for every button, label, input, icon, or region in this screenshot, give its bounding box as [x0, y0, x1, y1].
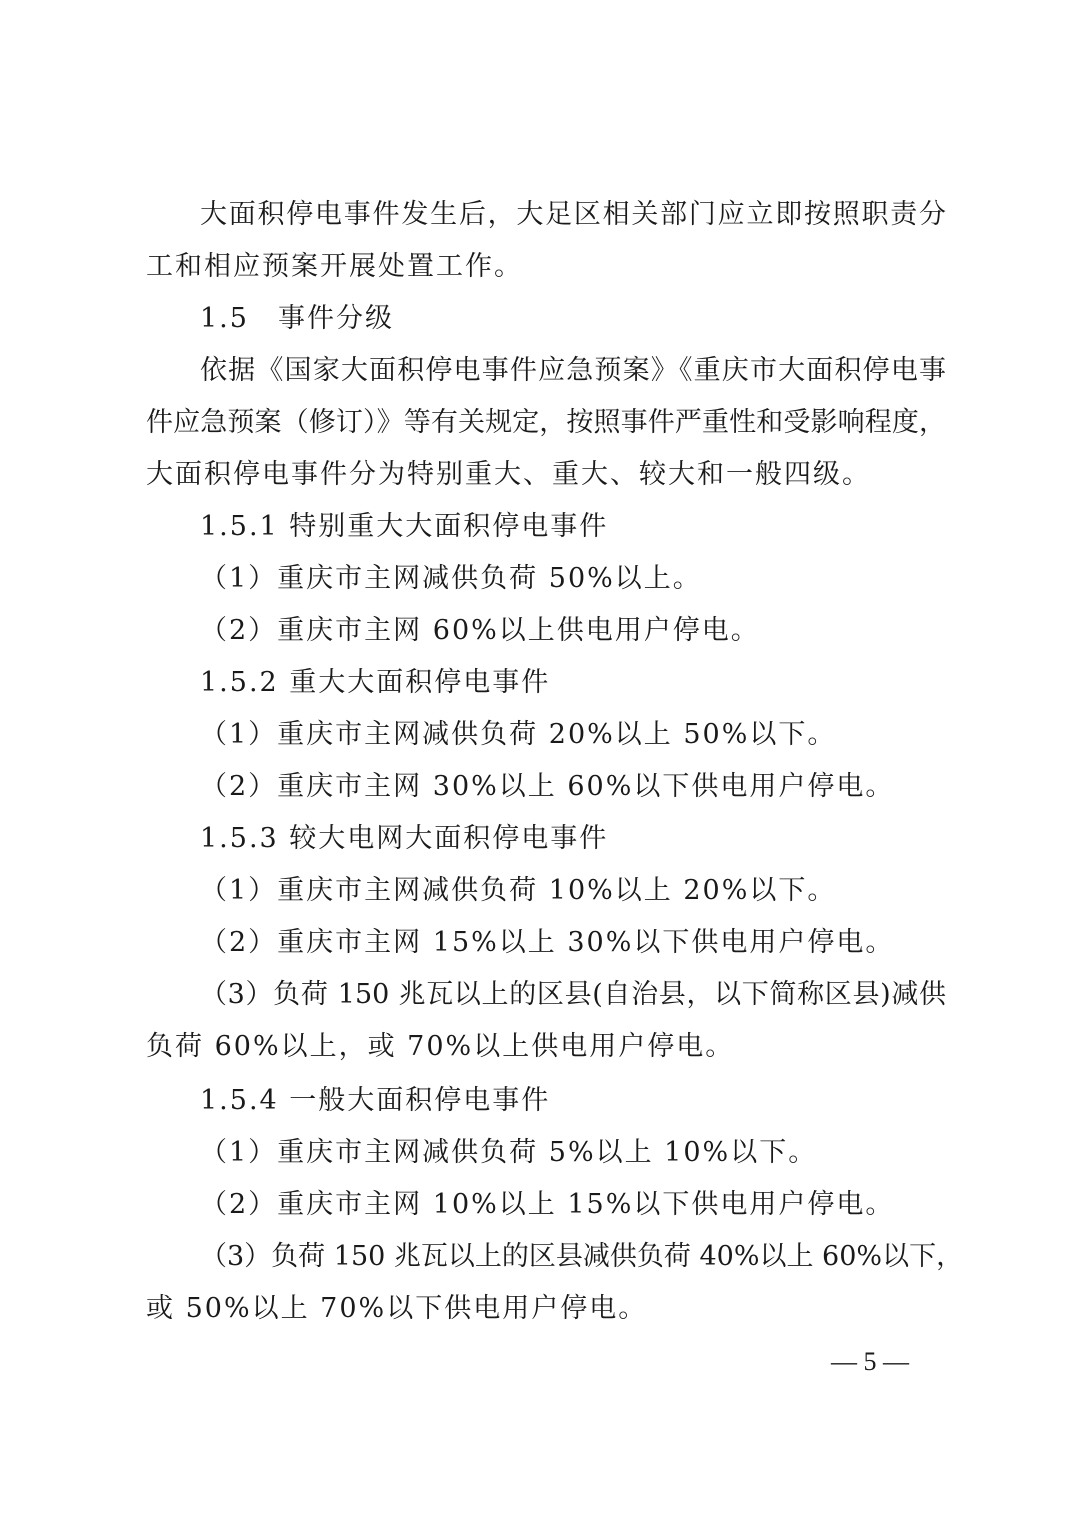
list-item: （1）重庆市主网减供负荷 5%以上 10%以下。	[200, 1137, 818, 1168]
list-item: （1）重庆市主网减供负荷 20%以上 50%以下。	[200, 719, 837, 750]
list-item: （2）重庆市主网 10%以上 15%以下供电用户停电。	[200, 1189, 895, 1220]
list-item: （2）重庆市主网 30%以上 60%以下供电用户停电。	[200, 771, 895, 802]
list-item: （2）重庆市主网 60%以上供电用户停电。	[200, 615, 760, 646]
paragraph-line: 件应急预案（修订）》等有关规定，按照事件严重性和受影响程度，	[146, 407, 946, 438]
subsection-heading: 1.5.2 重大大面积停电事件	[200, 667, 551, 698]
page-number: — 5 —	[831, 1347, 909, 1376]
subsection-heading: 1.5.4 一般大面积停电事件	[200, 1085, 551, 1116]
subsection-heading: 1.5.3 较大电网大面积停电事件	[200, 823, 609, 854]
section-heading: 1.5 事件分级	[200, 303, 394, 334]
paragraph-line: 大面积停电事件发生后，大足区相关部门应立即按照职责分	[200, 199, 946, 230]
paragraph-line: 大面积停电事件分为特别重大、重大、较大和一般四级。	[146, 459, 871, 490]
list-item: （2）重庆市主网 15%以上 30%以下供电用户停电。	[200, 927, 895, 958]
subsection-heading: 1.5.1 特别重大大面积停电事件	[200, 511, 609, 542]
list-item: （3）负荷 150 兆瓦以上的区县(自治县，以下简称区县)减供	[200, 979, 946, 1010]
list-item: （1）重庆市主网减供负荷 50%以上。	[200, 563, 702, 594]
list-item: （3）负荷 150 兆瓦以上的区县减供负荷 40%以上 60%以下，	[200, 1241, 964, 1272]
list-item-continuation: 负荷 60%以上，或 70%以上供电用户停电。	[146, 1031, 735, 1062]
list-item-continuation: 或 50%以上 70%以下供电用户停电。	[146, 1293, 648, 1324]
paragraph-line: 工和相应预案开展处置工作。	[146, 251, 523, 282]
list-item: （1）重庆市主网减供负荷 10%以上 20%以下。	[200, 875, 837, 906]
paragraph-line: 依据《国家大面积停电事件应急预案》《重庆市大面积停电事	[200, 355, 946, 386]
